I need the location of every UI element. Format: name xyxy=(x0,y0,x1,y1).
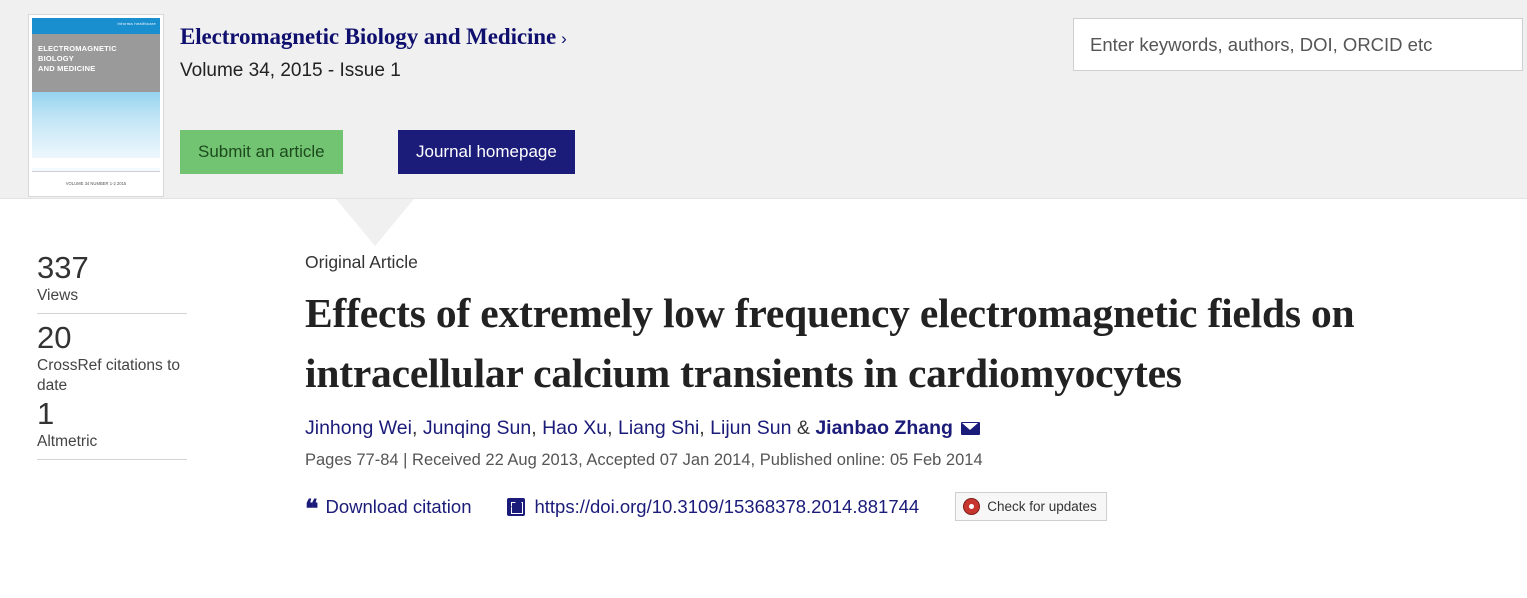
article-metrics xyxy=(37,250,187,466)
cover-title xyxy=(38,44,118,74)
chevron-right-icon: › xyxy=(561,29,567,48)
article-header xyxy=(305,252,1485,521)
cover-publisher-mark: informa healthcare xyxy=(117,21,156,26)
author-link[interactable]: Liang Shi xyxy=(617,417,700,439)
author-link[interactable]: Hao Xu xyxy=(542,417,608,439)
corresponding-author-email-icon[interactable] xyxy=(961,422,980,435)
cover-title-line1: ELECTROMAGNETIC xyxy=(38,44,117,53)
header-pointer-triangle xyxy=(336,199,414,246)
crossmark-label: Check for updates xyxy=(987,499,1097,514)
author-separator: , xyxy=(699,417,711,439)
author-separator: , xyxy=(531,417,543,439)
author-list xyxy=(305,415,1485,441)
author-link[interactable]: Jianbao Zhang xyxy=(815,417,953,439)
download-citation-button[interactable] xyxy=(305,495,472,523)
metric-views xyxy=(37,250,187,306)
author-separator: , xyxy=(607,417,618,439)
article-actions xyxy=(305,492,1485,521)
article-pages-and-dates: Pages 77-84 | Received 22 Aug 2013, Accepted 07 Jan 2014, Published online: 05 Feb 2014 xyxy=(305,451,983,469)
cover-footer-band xyxy=(32,171,160,193)
metric-altmetric xyxy=(37,396,187,452)
doi-label: https://doi.org/10.3109/15368378.2014.881744 xyxy=(534,495,920,517)
author-separator: & xyxy=(791,417,816,439)
journal-title-link[interactable] xyxy=(180,24,567,50)
submit-an-article-button[interactable]: Submit an article xyxy=(180,130,343,174)
article-title: Effects of extremely low frequency electromagnetic fields on intracellular calcium transients in cardiomyocytes xyxy=(305,290,1355,396)
journal-cover-image xyxy=(32,18,160,193)
crossmark-icon xyxy=(963,498,980,515)
journal-title-text: Electromagnetic Biology and Medicine xyxy=(180,24,557,49)
journal-issue-line: Volume 34, 2015 - Issue 1 xyxy=(180,60,401,81)
metric-divider xyxy=(37,313,187,314)
search-box[interactable] xyxy=(1073,18,1523,71)
metric-crossref-label: CrossRef citations to date xyxy=(37,357,180,394)
journal-cover-thumbnail[interactable] xyxy=(28,14,164,197)
metric-views-label: Views xyxy=(37,287,79,304)
download-citation-label: Download citation xyxy=(325,495,472,517)
author-separator: , xyxy=(411,417,423,439)
external-link-icon xyxy=(507,498,525,516)
cover-top-bar xyxy=(32,18,160,34)
cover-title-line2: BIOLOGY xyxy=(38,54,74,63)
crossmark-check-for-updates-button[interactable] xyxy=(955,492,1107,521)
author-link[interactable]: Junqing Sun xyxy=(422,417,532,439)
metric-altmetric-label: Altmetric xyxy=(37,433,98,450)
cover-footer-text: VOLUME 34 NUMBER 1-2 2015 xyxy=(65,181,127,186)
author-link[interactable]: Jinhong Wei xyxy=(305,417,412,439)
metric-divider xyxy=(37,459,187,460)
cover-title-line3: AND MEDICINE xyxy=(38,64,96,73)
author-link[interactable]: Lijun Sun xyxy=(710,417,792,439)
quote-icon: ❝ xyxy=(305,495,319,523)
metric-crossref xyxy=(37,320,187,396)
article-type: Original Article xyxy=(305,252,418,272)
metric-crossref-value: 20 xyxy=(37,320,72,355)
doi-link[interactable] xyxy=(507,496,919,518)
journal-homepage-button[interactable]: Journal homepage xyxy=(398,130,575,174)
metric-altmetric-value: 1 xyxy=(37,396,55,431)
metric-views-value: 337 xyxy=(37,250,89,285)
search-input[interactable] xyxy=(1074,19,1522,70)
cover-white-band xyxy=(32,158,160,168)
journal-header xyxy=(0,0,1527,199)
